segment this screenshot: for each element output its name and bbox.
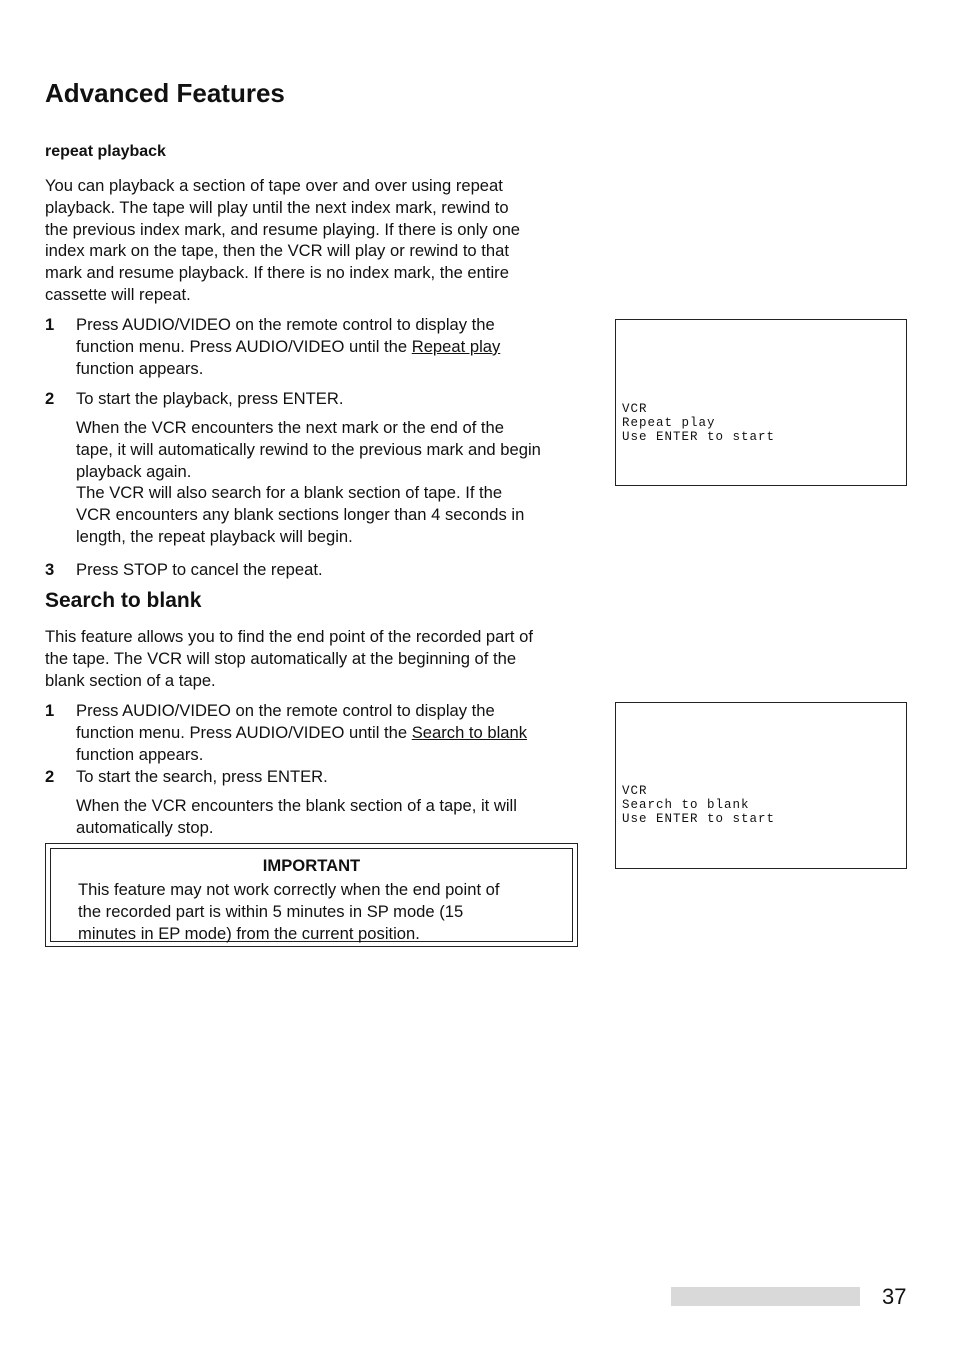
osd-line: VCR — [622, 784, 648, 798]
step-number: 2 — [45, 767, 55, 786]
on-screen-display-search — [615, 702, 907, 869]
search-to-blank-intro — [45, 626, 533, 691]
step-line — [76, 336, 500, 358]
detail-line: When the VCR encounters the next mark or the end of the — [76, 418, 504, 437]
step-text: function menu. Press AUDIO/VIDEO until the — [76, 336, 412, 356]
osd-line: Use ENTER to start — [622, 812, 776, 826]
repeat-playback-intro — [45, 175, 520, 306]
step-number: 2 — [45, 389, 55, 408]
on-screen-display-repeat — [615, 319, 907, 486]
repeat-step-1 — [76, 314, 500, 379]
search-to-blank-heading: Search to blank — [45, 589, 202, 612]
intro-line: the previous index mark, and resume playing. If there is only one — [45, 219, 521, 239]
search-step-2: To start the search, press ENTER. — [76, 767, 328, 786]
important-line: This feature may not work correctly when the end point of — [78, 880, 500, 899]
repeat-step-2-detail — [76, 417, 541, 548]
repeat-playback-heading: repeat playback — [45, 143, 166, 160]
search-step-1 — [76, 700, 527, 765]
important-line: the recorded part is within 5 minutes in SP mode (15 — [78, 901, 464, 921]
detail-line: playback again. — [76, 461, 192, 481]
intro-line: You can playback a section of tape over and over using repeat — [45, 176, 503, 195]
detail-line: The VCR will also search for a blank section of tape. If the — [76, 483, 503, 503]
intro-line: the tape. The VCR will stop automatically at the beginning of the — [45, 648, 517, 668]
footer-bar — [671, 1287, 860, 1306]
search-step-2-detail — [76, 795, 517, 839]
intro-line: blank section of a tape. — [45, 670, 216, 690]
important-line: minutes in EP mode) from the current position. — [78, 923, 420, 943]
step-line — [76, 722, 527, 744]
detail-line: tape, it will automatically rewind to the previous mark and begin — [76, 439, 541, 459]
detail-line: length, the repeat playback will begin. — [76, 526, 353, 546]
important-title: IMPORTANT — [262, 856, 361, 875]
osd-line: Repeat play — [622, 416, 716, 430]
intro-line: cassette will repeat. — [45, 284, 191, 304]
page-number: 37 — [882, 1284, 907, 1309]
step-line: function appears. — [76, 358, 204, 378]
osd-line: VCR — [622, 402, 648, 416]
step-line: Press AUDIO/VIDEO on the remote control to display the — [76, 701, 495, 720]
detail-line: When the VCR encounters the blank section of a tape, it will — [76, 796, 517, 815]
detail-line: automatically stop. — [76, 817, 214, 837]
step-text: function menu. Press AUDIO/VIDEO until the — [76, 722, 412, 742]
osd-line: Use ENTER to start — [622, 430, 776, 444]
step-number: 3 — [45, 560, 55, 579]
important-box — [45, 843, 578, 947]
detail-line: VCR encounters any blank sections longer than 4 seconds in — [76, 505, 525, 525]
menu-function-name: Repeat play — [411, 336, 501, 356]
intro-line: playback. The tape will play until the next index mark, rewind to — [45, 197, 509, 217]
intro-line: This feature allows you to find the end point of the recorded part of — [45, 627, 533, 646]
step-line: Press AUDIO/VIDEO on the remote control to display the — [76, 315, 495, 334]
step-number: 1 — [45, 701, 55, 720]
osd-text — [622, 402, 775, 444]
osd-text — [622, 784, 775, 826]
osd-line: Search to blank — [622, 798, 750, 812]
intro-line: index mark on the tape, then the VCR will play or rewind to that — [45, 241, 509, 261]
step-line: function appears. — [76, 744, 204, 764]
repeat-step-3: Press STOP to cancel the repeat. — [76, 560, 323, 579]
intro-line: mark and resume playback. If there is no index mark, the entire — [45, 263, 509, 283]
repeat-step-2: To start the playback, press ENTER. — [76, 389, 344, 408]
page-title: Advanced Features — [45, 78, 285, 108]
important-box-inner — [50, 848, 573, 942]
important-text — [78, 879, 500, 944]
menu-function-name: Search to blank — [411, 722, 528, 742]
step-number: 1 — [45, 315, 55, 334]
